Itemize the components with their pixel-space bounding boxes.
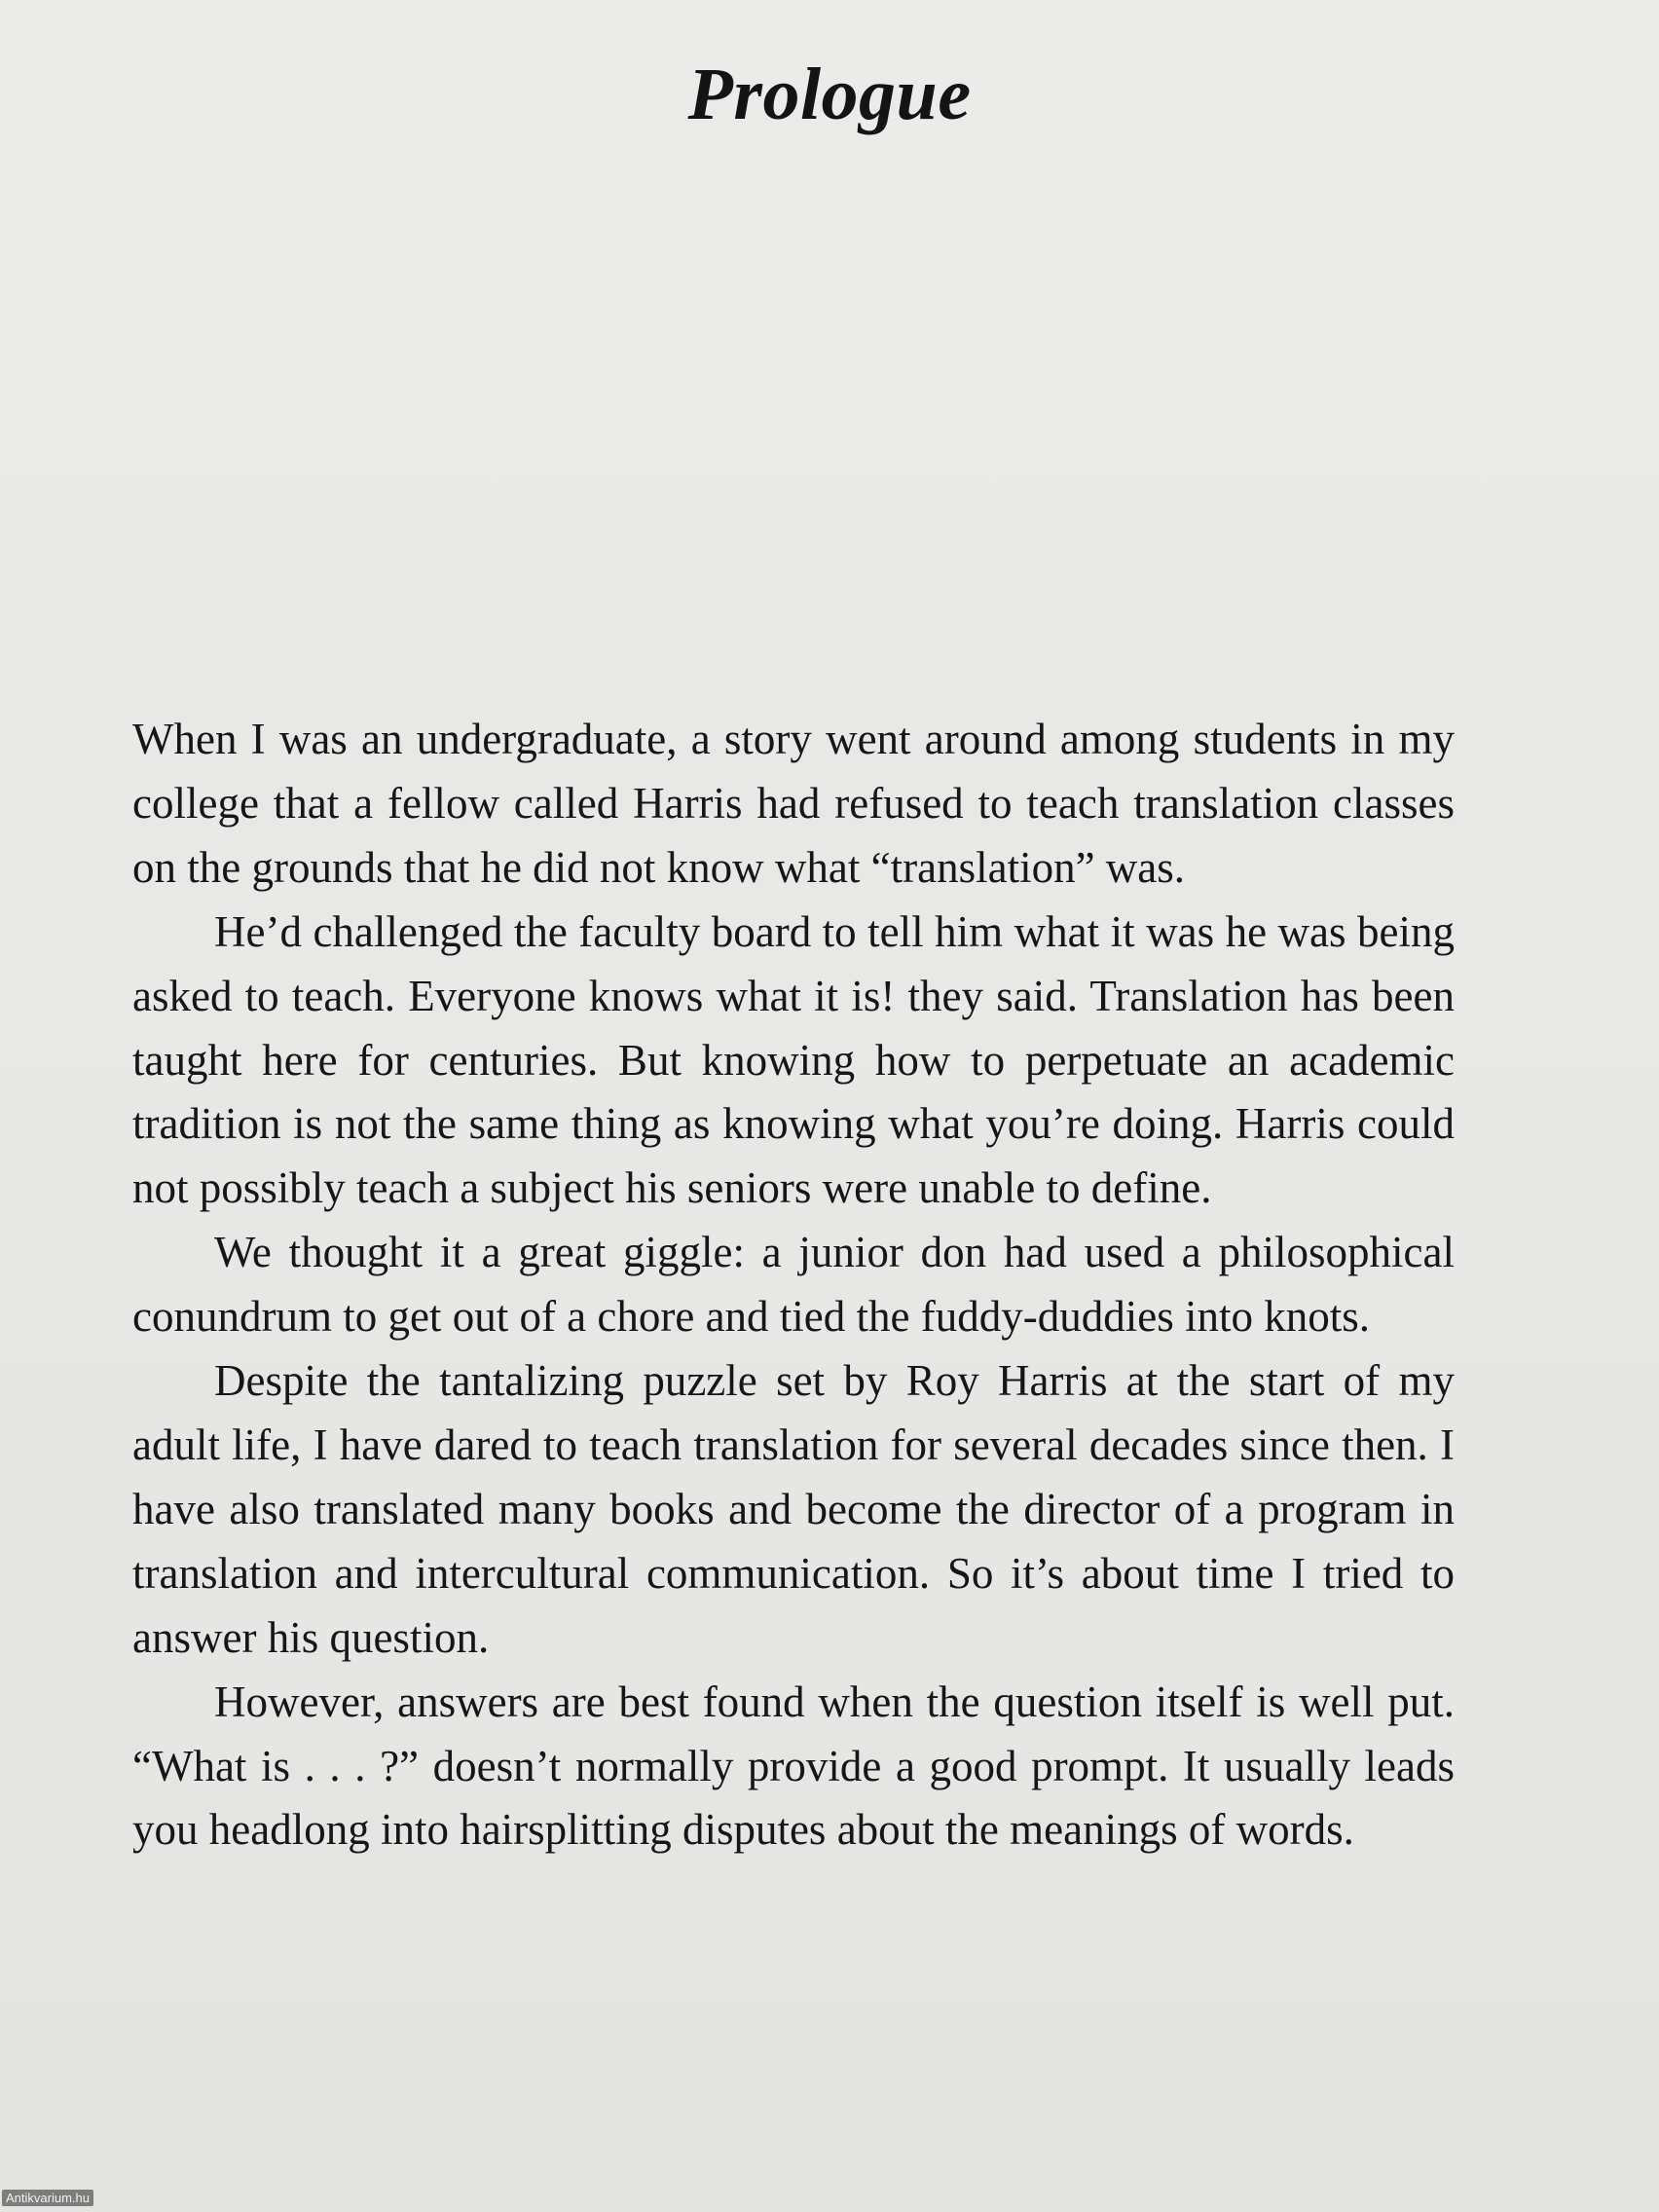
paragraph-2: He’d challenged the faculty board to tell him what it was he was being asked to teach. Everyone knows what it is! they said. Translation has been taught here for centuries. But knowing how to perpetuate an academic tradition is not the same thing as knowing what you’re doing. Harris could not possibly teach a subject his seniors were unable to define.	[132, 906, 1455, 1213]
chapter-title: Prologue	[687, 54, 972, 135]
paragraph-4: Despite the tantalizing puzzle set by Roy Harris at the start of my adult life, I have dared to teach translation for several decades since then. I have also translated many books and become the director of a program in translation and intercultural communication. So it’s about time I tried to answer his question.	[132, 1356, 1455, 1662]
paragraph-3: We thought it a great giggle: a junior don had used a philosophical conundrum to get out of a chore and tied the fuddy-duddies into knots.	[132, 1228, 1455, 1342]
paragraph-1: When I was an undergraduate, a story went around among students in my college that a fellow called Harris had refused to teach translation classes on the grounds that he did not know what “translation” was.	[132, 715, 1455, 892]
source-watermark: Antikvarium.hu	[2, 2190, 93, 2206]
body-text	[132, 708, 1455, 1862]
paragraph-5: However, answers are best found when the question itself is well put. “What is . . . ?” doesn’t normally provide a good prompt. It usually leads you headlong into hairsplitting disputes about the meanings of words.	[132, 1677, 1455, 1855]
